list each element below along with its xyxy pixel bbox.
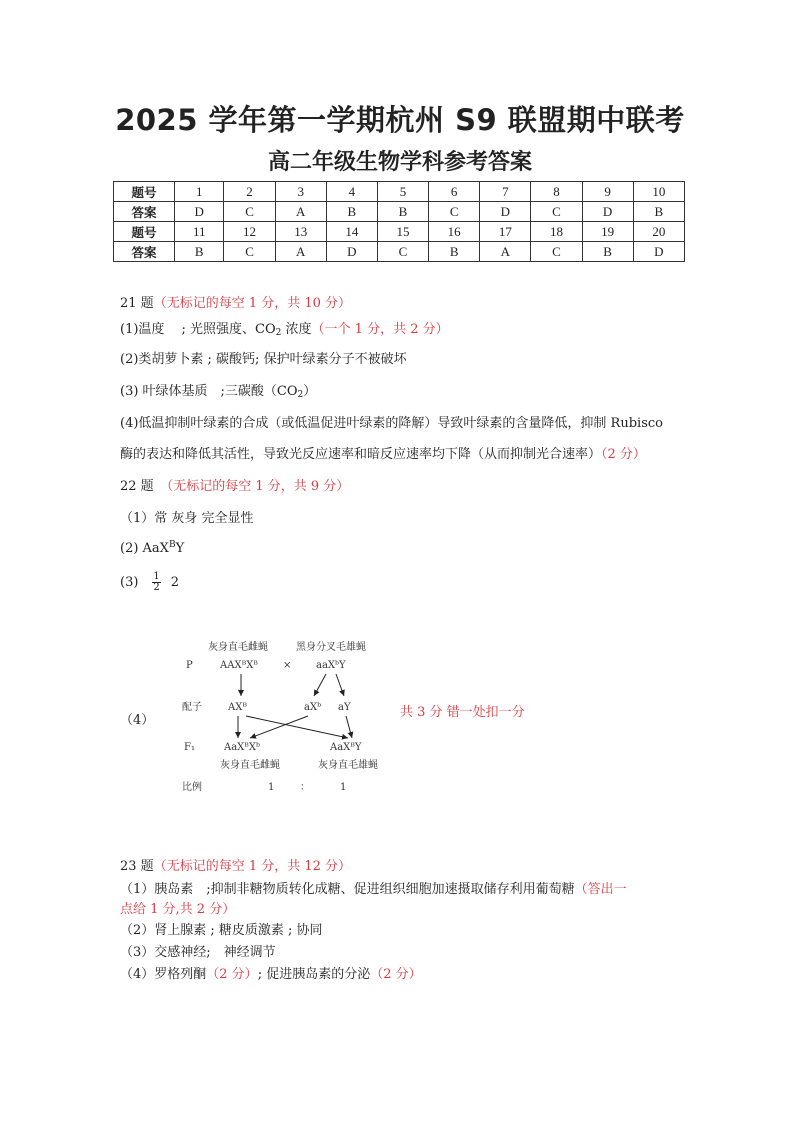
table-cell: 1 [175, 182, 224, 202]
table-cell: 10 [633, 182, 684, 202]
q21-answer-2: (2)类胡萝卜素 ; 碳酸钙; 保护叶绿素分子不被破坏 [120, 352, 407, 367]
q22-answer-2: (2) AaX$^B$Y [120, 540, 185, 556]
q22-diagram-score-note: 共 3 分 错一处扣一分 [400, 705, 525, 720]
table-cell: D [480, 202, 531, 222]
q22-heading: 22 题 （无标记的每空 1 分，共 9 分） [120, 479, 350, 494]
table-cell: 12 [224, 222, 275, 242]
table-cell: 16 [429, 222, 480, 242]
table-cell: A [480, 242, 531, 262]
table-cell: C [531, 202, 582, 222]
gamete-label: 配子 [182, 702, 202, 713]
q23-answer-4: （4）罗格列酮（2 分）; 促进胰岛素的分泌（2 分） [120, 967, 422, 982]
table-cell: 6 [429, 182, 480, 202]
table-row-label: 答案 [114, 202, 175, 222]
gamete-male-y: aY [338, 702, 351, 713]
q22-answer-4-label: （4） [120, 713, 155, 728]
offspring-male-phenotype: 灰身直毛雄蝇 [318, 760, 378, 771]
table-cell: 14 [326, 222, 377, 242]
table-cell: 18 [531, 222, 582, 242]
table-row [114, 222, 685, 242]
parent-male-genotype: aaXᵇY [316, 660, 346, 671]
cross-symbol: × [283, 660, 292, 671]
table-row-label: 题号 [114, 182, 175, 202]
table-cell: D [326, 242, 377, 262]
ratio-colon: ： [300, 782, 310, 793]
q23-heading: 23 题（无标记的每空 1 分，共 12 分） [120, 859, 352, 874]
parent-male-phenotype: 黑身分叉毛雄蝇 [296, 642, 366, 653]
table-cell: 4 [326, 182, 377, 202]
table-cell: C [377, 242, 428, 262]
table-cell: D [633, 242, 684, 262]
table-cell: D [582, 202, 633, 222]
table-cell: 20 [633, 222, 684, 242]
table-cell: C [429, 202, 480, 222]
page-subtitle: 高二年级生物学科参考答案 [267, 149, 532, 175]
table-row-label: 答案 [114, 242, 175, 262]
q22-answer-1: （1）常 灰身 完全显性 [120, 511, 254, 526]
table-cell: 15 [377, 222, 428, 242]
q21-answer-1: (1)温度 ; 光照强度、$CO_2$ 浓度（一个 1 分，共 2 分） [120, 322, 449, 338]
table-row-label: 题号 [114, 222, 175, 242]
table-cell: D [175, 202, 224, 222]
fraction-one-half: $\frac{1}{2}$ [153, 571, 160, 593]
arrow-y-to-male-offspring [346, 716, 352, 738]
table-cell: B [377, 202, 428, 222]
ratio-label: 比例 [182, 782, 202, 793]
genetic-cross-diagram [120, 630, 560, 810]
table-cell: 9 [582, 182, 633, 202]
answer-table [113, 181, 685, 262]
table-cell: 19 [582, 222, 633, 242]
ratio-value-2: 1 [340, 782, 347, 793]
gamete-female: AXᴮ [228, 702, 247, 713]
table-row [114, 242, 685, 262]
parent-female-genotype: AAXᴮXᴮ [220, 660, 258, 671]
q22-answer-3: (3) $\frac{1}{2}$ 2 [120, 571, 180, 593]
offspring-female-genotype: AaXᴮXᵇ [224, 742, 261, 753]
ratio-value-1: 1 [268, 782, 275, 793]
page-title: 2025 学年第一学期杭州 S9 联盟期中联考 [115, 103, 685, 137]
gamete-male-xb: aXᵇ [304, 702, 322, 713]
table-cell: B [326, 202, 377, 222]
table-cell: B [633, 202, 684, 222]
q21-answer-3: (3) 叶绿体基质 ;三碳酸$(CO_2)$ [120, 384, 317, 400]
table-cell: 3 [275, 182, 326, 202]
f1-label: F₁ [184, 742, 195, 753]
p-generation-label: P [186, 660, 193, 671]
arrow-gamete-to-male-offspring [246, 716, 348, 738]
q23-answer-2: （2）肾上腺素 ; 糖皮质激素 ; 协同 [120, 923, 323, 938]
table-cell: 11 [175, 222, 224, 242]
q21-heading: 21 题（无标记的每空 1 分，共 10 分） [120, 296, 352, 311]
table-cell: B [582, 242, 633, 262]
table-cell: A [275, 242, 326, 262]
q21-answer-4b: 酶的表达和降低其活性，导致光反应速率和暗反应速率均下降（从而抑制光合速率）（2 分） [120, 447, 646, 462]
table-cell: 7 [480, 182, 531, 202]
table-cell: B [175, 242, 224, 262]
table-cell: 8 [531, 182, 582, 202]
table-cell: C [224, 202, 275, 222]
table-cell: C [531, 242, 582, 262]
parent-female-phenotype: 灰身直毛雌蝇 [208, 642, 268, 653]
q23-answer-1-note: 点给 1 分,共 2 分） [120, 902, 236, 917]
offspring-female-phenotype: 灰身直毛雌蝇 [220, 760, 280, 771]
table-row [114, 182, 685, 202]
q21-answer-4a: (4)低温抑制叶绿素的合成（或低温促进叶绿素的降解）导致叶绿素的含量降低，抑制 Rubisco [120, 416, 663, 431]
table-cell: 5 [377, 182, 428, 202]
table-cell: 13 [275, 222, 326, 242]
table-cell: C [224, 242, 275, 262]
table-cell: B [429, 242, 480, 262]
arrow-male-to-gamete-xb [314, 674, 326, 696]
table-cell: 17 [480, 222, 531, 242]
q23-answer-3: （3）交感神经; 神经调节 [120, 945, 276, 960]
table-cell: A [275, 202, 326, 222]
arrow-male-to-gamete-y [336, 674, 344, 696]
offspring-male-genotype: AaXᴮY [330, 742, 362, 753]
q23-answer-1: （1）胰岛素 ;抑制非糖物质转化成糖、促进组织细胞加速摄取储存利用葡萄糖（答出一 [120, 882, 627, 897]
table-cell: 2 [224, 182, 275, 202]
table-row [114, 202, 685, 222]
